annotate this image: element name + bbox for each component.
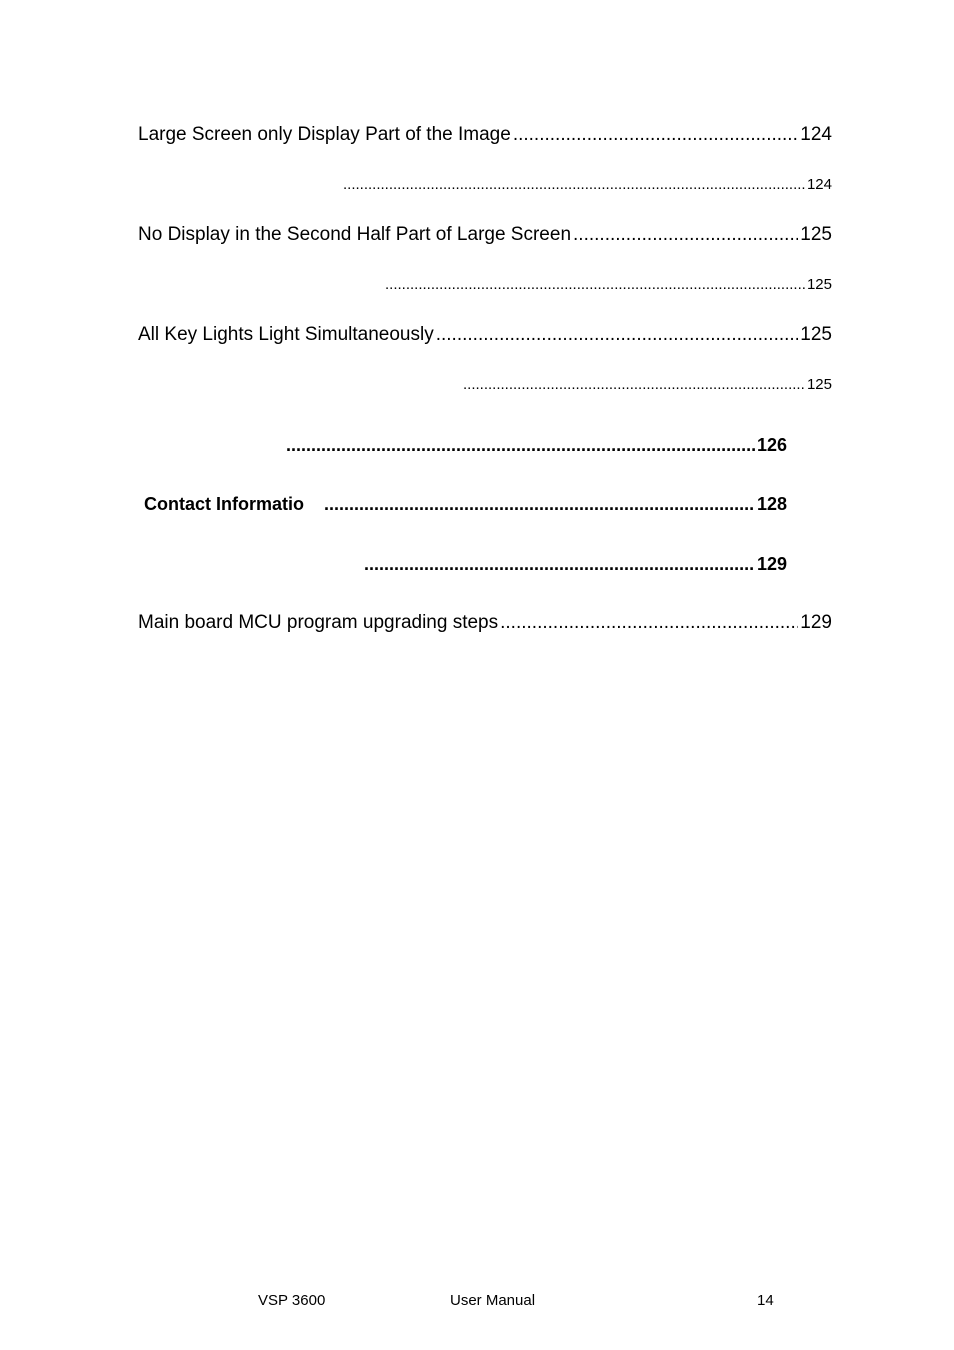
toc-entry-page: 129 — [800, 612, 832, 633]
toc-entry-chapter[interactable] — [286, 432, 787, 458]
toc-dot-leader — [286, 432, 755, 458]
toc-entry-title: Large Screen only Display Part of the Image — [138, 124, 511, 145]
toc-entry-contact-information[interactable] — [144, 491, 787, 517]
toc-entry-page: 126 — [756, 435, 787, 455]
footer-doc-type: User Manual — [450, 1292, 536, 1309]
toc-entry-chapter[interactable] — [364, 551, 787, 577]
toc-entry-page: 125 — [806, 276, 832, 293]
toc-dot-leader — [436, 322, 799, 348]
toc-dot-leader — [364, 551, 755, 577]
toc-dot-leader — [500, 610, 798, 636]
toc-dot-leader — [324, 491, 755, 517]
toc-entry-page: 125 — [800, 324, 832, 345]
toc-entry-no-display-second-half[interactable] — [138, 222, 832, 248]
toc-dot-leader — [385, 274, 805, 296]
toc-entry-subitem[interactable] — [343, 174, 832, 196]
toc-entry-page: 125 — [800, 224, 832, 245]
toc-entry-page: 124 — [806, 176, 832, 193]
toc-entry-title: Main board MCU program upgrading steps — [138, 612, 499, 633]
toc-entry-page: 125 — [806, 376, 832, 393]
toc-dot-leader — [463, 374, 805, 396]
footer-product: VSP 3600 — [258, 1292, 326, 1309]
toc-entry-page: 128 — [756, 494, 787, 514]
toc-entry-page: 129 — [756, 554, 787, 574]
toc-dot-leader — [573, 222, 798, 248]
toc-entry-title: Contact Informatio — [144, 494, 304, 514]
toc-entry-mcu-upgrade[interactable] — [138, 610, 832, 636]
footer-page-number: 14 — [757, 1292, 774, 1309]
toc-entry-key-lights[interactable] — [138, 322, 832, 348]
toc-dot-leader — [343, 174, 805, 196]
toc-entry-title: No Display in the Second Half Part of Large Screen — [138, 224, 572, 245]
toc-entry-large-screen-partial[interactable] — [138, 122, 832, 148]
toc-entry-title: All Key Lights Light Simultaneously — [138, 324, 434, 345]
toc-entry-subitem[interactable] — [463, 374, 832, 396]
toc-dot-leader — [513, 122, 798, 148]
toc-entry-page: 124 — [800, 124, 832, 145]
toc-entry-subitem[interactable] — [385, 274, 832, 296]
